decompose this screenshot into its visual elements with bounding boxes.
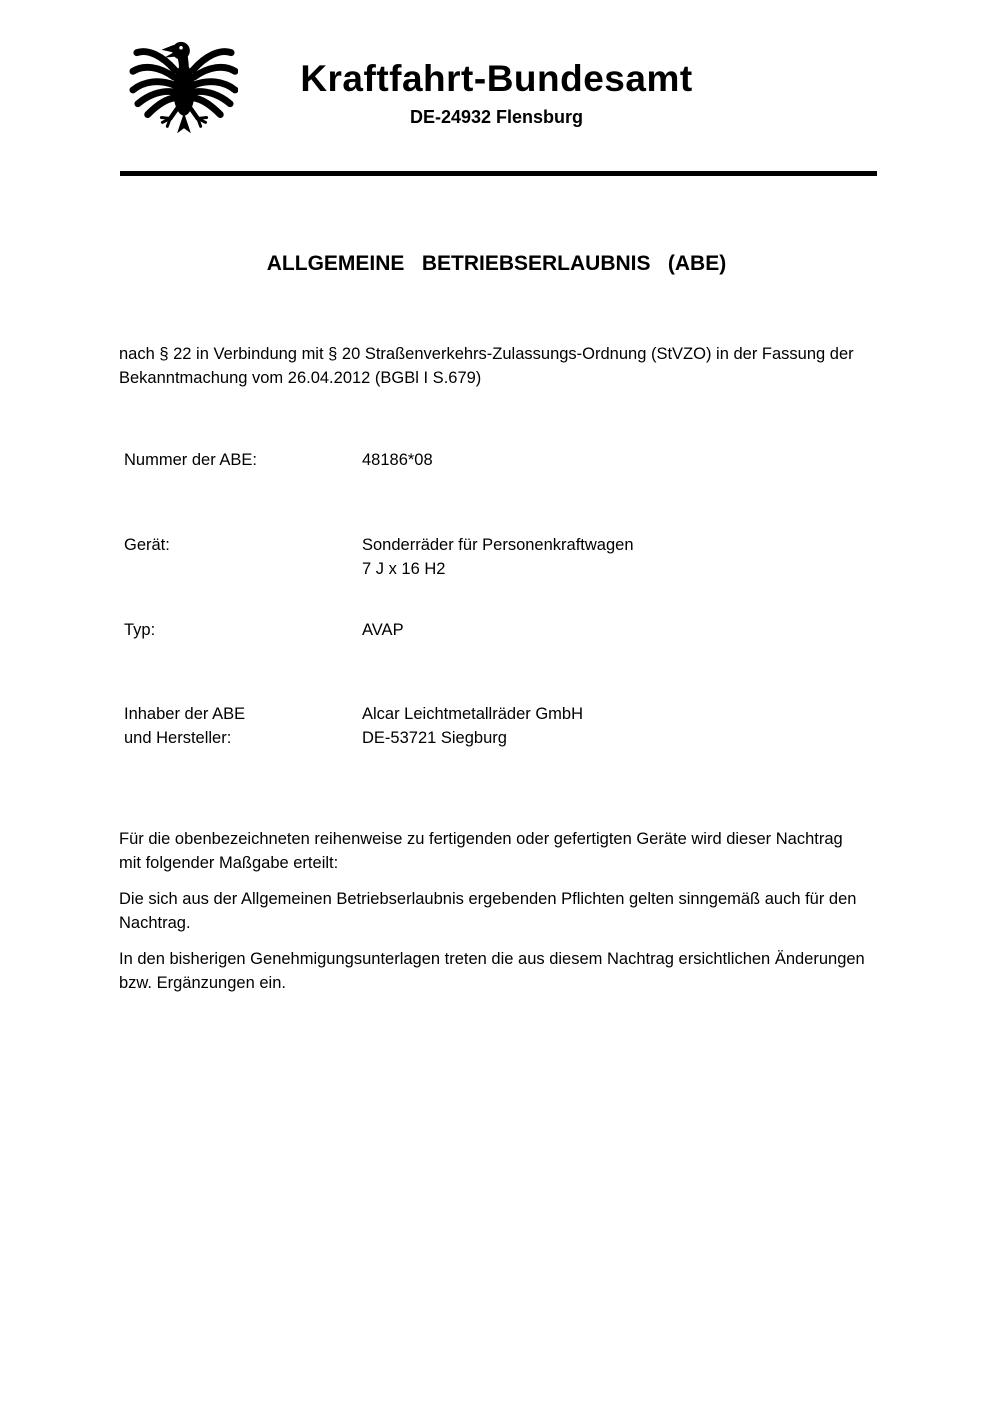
field-label-line: Inhaber der ABE (124, 705, 246, 723)
field-row-abe-number (124, 448, 864, 472)
field-value-line: Sonderräder für Personenkraftwagen (362, 536, 634, 554)
paragraph: In den bisherigen Genehmigungsunterlagen treten die aus diesem Nachtrag ersichtlichen Änderungen bzw. Ergänzungen ein. (119, 950, 865, 992)
paragraph: Die sich aus der Allgemeinen Betriebserlaubnis ergebenden Pflichten gelten sinngemäß auch für den Nachtrag. (119, 890, 857, 932)
document-title: ALLGEMEINE BETRIEBSERLAUBNIS (ABE) (266, 252, 727, 275)
field-value (362, 533, 864, 581)
legal-basis-text: nach § 22 in Verbindung mit § 20 Straßenverkehrs-Zulassungs-Ordnung (StVZO) in der Fassung der Bekanntmachung vom 26.04.2012 (BGBl I S.679) (119, 345, 854, 387)
field-label-line: und Hersteller: (124, 729, 232, 747)
field-value-line: Alcar Leichtmetallräder GmbH (362, 705, 583, 723)
paragraph: Für die obenbezeichneten reihenweise zu fertigenden oder gefertigten Geräte wird dieser Nachtrag mit folgender Maßgabe erteilt: (119, 830, 843, 872)
field-value: AVAP (362, 621, 404, 639)
field-row-type (124, 618, 864, 642)
field-row-device (124, 533, 864, 581)
field-label (124, 702, 362, 750)
header-divider (120, 171, 877, 176)
body-paragraphs (119, 827, 867, 1007)
agency-name: Kraftfahrt-Bundesamt (300, 58, 693, 99)
field-row-holder (124, 702, 864, 750)
agency-address: DE-24932 Flensburg (409, 107, 584, 127)
field-value-line: DE-53721 Siegburg (362, 729, 507, 747)
field-label: Nummer der ABE: (124, 451, 257, 469)
field-label: Typ: (124, 621, 156, 639)
field-value (362, 702, 864, 750)
field-label: Gerät: (124, 536, 170, 554)
field-value: 48186*08 (362, 451, 433, 469)
field-value-line: 7 J x 16 H2 (362, 560, 446, 578)
